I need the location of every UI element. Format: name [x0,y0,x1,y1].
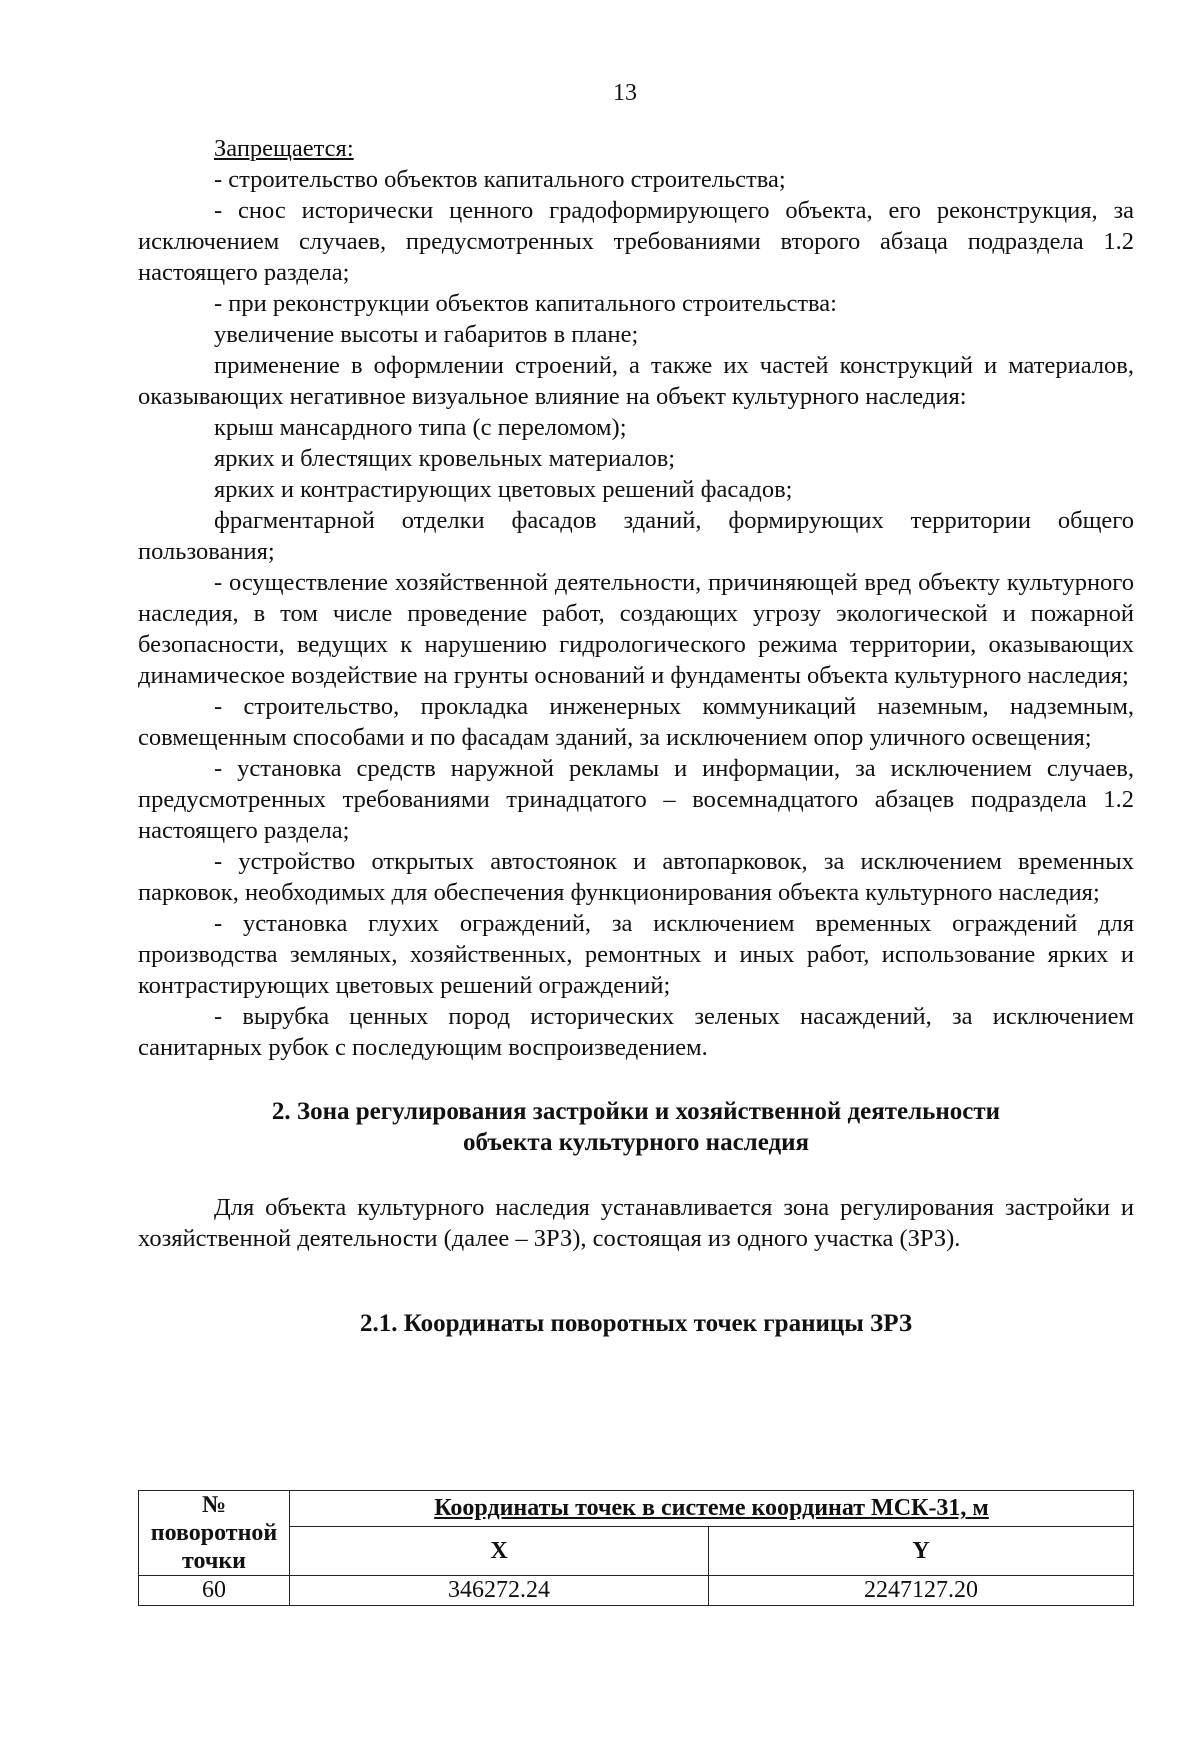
cell-point: 60 [139,1576,290,1606]
cell-y: 2247127.20 [709,1576,1134,1606]
list-item: - снос исторически ценного градоформирующего объекта, его реконструкция, за исключением случаев, предусмотренных требованиями второго абзаца подраздела 1.2 настоящего раздела; [138,197,1134,286]
header-coordinates-text: Координаты точек в системе координат МСК-31, м [434,1495,989,1522]
section-2-title-line2: объекта культурного наследия [462,1129,810,1156]
list-item: - осуществление хозяйственной деятельности, причиняющей вред объекту культурного наследия, в том числе проведение работ, создающих угрозу экологической и пожарной безопасности, ведущих к нарушению гидрологического режима территории, оказывающих динамическое воздействие на грунты оснований и фундаменты объекта культурного наследия; [138,569,1134,689]
list-item: - установка средств наружной рекламы и информации, за исключением случаев, предусмотренных требованиями тринадцатого – восемнадцатого абзацев подраздела 1.2 настоящего раздела; [138,755,1134,844]
prohibited-heading [138,133,1134,164]
list-item: ярких и блестящих кровельных материалов; [214,445,676,472]
prohibited-heading-text: Запрещается: [214,135,354,162]
list-item: - вырубка ценных пород исторических зеленых насаждений, за исключением санитарных рубок с последующим воспроизведением. [138,1003,1134,1061]
list-item: крыш мансардного типа (с переломом); [214,414,627,441]
list-item: - строительство, прокладка инженерных коммуникаций наземным, надземным, совмещенным способами и по фасадам зданий, за исключением опор уличного освещения; [138,693,1134,751]
header-num-line2: поворотной [150,1520,278,1546]
header-num-symbol: № [201,1492,227,1518]
header-point-number [139,1491,290,1576]
section-2-paragraph: Для объекта культурного наследия устанавливается зона регулирования застройки и хозяйственной деятельности (далее – ЗРЗ), состоящая из одного участка (ЗРЗ). [138,1194,1134,1252]
subsection-2-1-title: 2.1. Координаты поворотных точек границы ЗРЗ [359,1310,913,1337]
list-item: ярких и контрастирующих цветовых решений фасадов; [214,476,793,503]
page-number: 13 [613,80,637,106]
list-item: увеличение высоты и габаритов в плане; [214,321,639,348]
list-item: применение в оформлении строений, а также их частей конструкций и материалов, оказывающих негативное визуальное влияние на объект культурного наследия: [138,352,1134,410]
section-2-title-line1: 2. Зона регулирования застройки и хозяйственной деятельности [271,1098,1001,1125]
document-body [138,133,1134,1339]
header-num-line3: точки [181,1548,247,1574]
header-coordinates [290,1491,1134,1527]
table-row [139,1576,1134,1606]
list-item: - устройство открытых автостоянок и автопарковок, за исключением временных парковок, необходимых для обеспечения функционирования объекта культурного наследия; [138,848,1134,906]
header-x: X [290,1526,709,1575]
cell-x: 346272.24 [290,1576,709,1606]
list-item: - при реконструкции объектов капитального строительства: [214,290,837,317]
coordinates-table [138,1490,1134,1606]
list-item: - строительство объектов капитального строительства; [214,166,786,193]
header-y: Y [709,1526,1134,1575]
list-item: - установка глухих ограждений, за исключением временных ограждений для производства земляных, хозяйственных, ремонтных и иных работ, использование ярких и контрастирующих цветовых решений ограждений; [138,910,1134,999]
table-header-row [139,1491,1134,1527]
list-item: фрагментарной отделки фасадов зданий, формирующих территории общего пользования; [138,507,1134,565]
